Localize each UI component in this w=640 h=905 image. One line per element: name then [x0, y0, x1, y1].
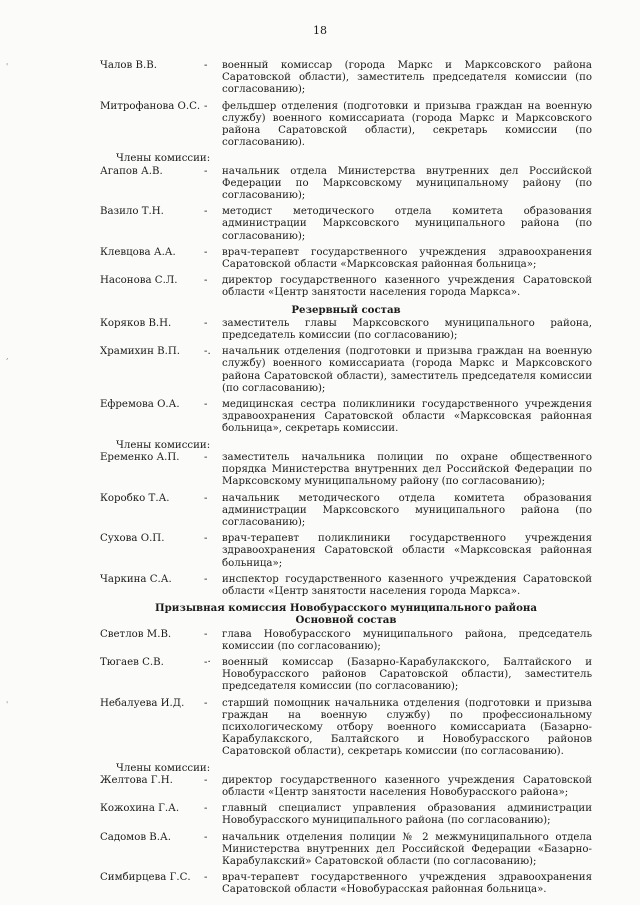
group-f — [100, 775, 592, 897]
member-role: медицинская сестра поликлиники государственного учреждения здравоохранения Саратовской области «Марксовская районная больница», секретарь комиссии. — [222, 399, 592, 435]
roster-entry — [100, 318, 592, 342]
member-role: заместитель главы Марксовского муниципального района, председатель комиссии (по согласованию); — [222, 317, 592, 342]
roster-entry — [100, 60, 592, 97]
member-role: начальник отделения (подготовки и призыва граждан на военную службу) военного комиссариата (города Маркс и Марксовского района Саратовской области), заместитель председателя комиссии (по согласованию); — [222, 346, 592, 394]
member-role: заместитель начальника полиции по охране общественного порядка Министерства внутренних дел Российской Федерации по Марксовскому муниципальному району (по согласованию); — [222, 451, 592, 488]
dash: - — [204, 275, 208, 287]
member-name: Симбирцева Г.С. — [100, 872, 191, 884]
reserve-heading: Резервный состав — [291, 303, 401, 316]
roster-entry — [100, 346, 592, 395]
member-name: Митрофанова О.С. — [100, 100, 201, 112]
member-role: главный специалист управления образования администрации Новобурасского муниципального района (по согласованию); — [222, 803, 592, 827]
roster-entry — [100, 493, 592, 530]
roster-entry — [100, 101, 592, 150]
commission-heading: Призывная комиссия Новобурасского муниципального района — [155, 602, 537, 615]
roster-entry — [100, 275, 592, 299]
member-name: Еременко А.П. — [100, 451, 180, 463]
member-name: Светлов М.В. — [100, 628, 172, 640]
member-name: Небалуева И.Д. — [100, 697, 185, 709]
scan-mark: , — [6, 352, 9, 361]
member-name: Садомов В.А. — [100, 831, 171, 843]
group-b — [100, 166, 592, 300]
member-role: методист методического отдела комитета образования администрации Марксовского муниципального района (по согласованию); — [222, 206, 592, 242]
member-role: директор государственного казенного учреждения Саратовской области «Центр занятости населения города Маркса». — [222, 275, 592, 299]
roster-entry — [100, 657, 592, 694]
roster-entry — [100, 399, 592, 436]
group-c — [100, 318, 592, 436]
roster-entry — [100, 452, 592, 489]
roster-entry — [100, 872, 592, 896]
roster-entry — [100, 803, 592, 827]
dash: - — [204, 100, 208, 112]
member-role: старший помощник начальника отделения (подготовки и призыва граждан на военную службу) по профессиональному психологическому отбору военного комиссариата (Базарно-Карабулакского, Балтайского и Новобурасского районов Саратовской области), секретарь комиссии (по согласованию). — [222, 697, 592, 758]
member-name: Желтова Г.Н. — [100, 774, 173, 786]
dash: - — [204, 317, 208, 329]
member-role: начальник отделения полиции № 2 межмуниципального отдела Министерства внутренних дел Российской Федерации «Базарно-Карабулакский» Саратовской области (по согласованию); — [222, 831, 592, 867]
member-role: фельдшер отделения (подготовки и призыва граждан на военную службу) военного комиссариата (города Маркс и Марксовского района Саратовской области), секретарь комиссии (по согласованию). — [222, 100, 592, 149]
roster-entry — [100, 574, 592, 598]
member-name: Коробко Т.А. — [100, 492, 170, 504]
member-name: Насонова С.Л. — [100, 275, 178, 287]
roster-entry — [100, 206, 592, 243]
dash: - — [204, 831, 208, 843]
member-name: Кожохина Г.А. — [100, 803, 180, 815]
dash: - — [204, 60, 208, 71]
document-body — [100, 60, 592, 901]
member-role: врач-терапевт государственного учреждения здравоохранения Саратовской области «Новобурасская районная больница». — [222, 872, 592, 896]
member-name: Сухова О.П. — [100, 533, 165, 545]
member-name: Коряков В.Н. — [100, 317, 172, 329]
scan-mark: ' — [6, 62, 9, 71]
member-role: военный комиссар (Базарно-Карабулакского, Балтайского и Новобурасского районов Саратовской области), заместитель председателя комиссии (по согласованию); — [222, 656, 592, 693]
dash: - — [204, 246, 208, 258]
member-name: Храмихин В.П. — [100, 346, 180, 358]
member-role: глава Новобурасского муниципального района, председатель комиссии (по согласованию); — [222, 628, 592, 652]
dash: - — [204, 165, 208, 177]
roster-entry — [100, 629, 592, 653]
dash: - — [204, 492, 208, 504]
dash: -. — [204, 346, 211, 358]
dash: - — [204, 872, 208, 884]
dash: - — [204, 803, 208, 815]
dash: -· — [204, 656, 211, 668]
member-name: Вазило Т.Н. — [100, 206, 164, 218]
members-label: Члены комиссии: — [116, 439, 211, 451]
roster-entry — [100, 166, 592, 203]
roster-entry — [100, 832, 592, 869]
members-label: Члены комиссии: — [116, 762, 211, 774]
member-name: Чалов В.В. — [100, 60, 157, 71]
member-name: Клевцова А.А. — [100, 246, 176, 258]
group-d — [100, 452, 592, 598]
dash: - — [204, 774, 208, 786]
dash: - — [204, 573, 208, 585]
member-role: начальник отдела Министерства внутренних дел Российской Федерации по Марксовскому муниципальному району (по согласованию); — [222, 165, 592, 202]
member-name: Тюгаев С.В. — [100, 656, 164, 668]
members-label: Члены комиссии: — [116, 153, 211, 165]
scan-mark: ' — [6, 700, 9, 709]
roster-entry — [100, 533, 592, 570]
group-e — [100, 629, 592, 759]
roster-entry — [100, 247, 592, 271]
member-name: Ефремова О.А. — [100, 399, 180, 411]
member-role: начальник методического отдела комитета образования администрации Марксовского муниципального района (по согласованию); — [222, 492, 592, 528]
dash: - — [204, 399, 208, 411]
page-number: 18 — [313, 24, 327, 37]
roster-entry — [100, 698, 592, 759]
dash: - — [204, 533, 208, 545]
main-composition-heading: Основной состав — [295, 614, 397, 627]
dash: - — [204, 628, 208, 640]
dash: - — [204, 206, 208, 218]
group-a — [100, 60, 592, 149]
dash: - — [204, 451, 208, 463]
member-role: инспектор государственного казенного учреждения Саратовской области «Центр занятости населения города Маркса». — [222, 573, 592, 597]
dash: - — [204, 697, 208, 709]
member-role: врач-терапевт поликлиники государственного учреждения здравоохранения Саратовской области «Марксовская районная больница»; — [222, 533, 592, 569]
member-role: военный комиссар (города Маркс и Марксовского района Саратовской области), заместитель председателя комиссии (по согласованию); — [222, 60, 592, 96]
roster-entry — [100, 775, 592, 799]
member-role: директор государственного казенного учреждения Саратовской области «Центр занятости населения Новобурасского района»; — [222, 774, 592, 798]
member-name: Агапов А.В. — [100, 165, 163, 177]
member-name: Чаркина С.А. — [100, 573, 172, 585]
member-role: врач-терапевт государственного учреждения здравоохранения Саратовской области «Марксовская районная больница»; — [222, 246, 592, 271]
